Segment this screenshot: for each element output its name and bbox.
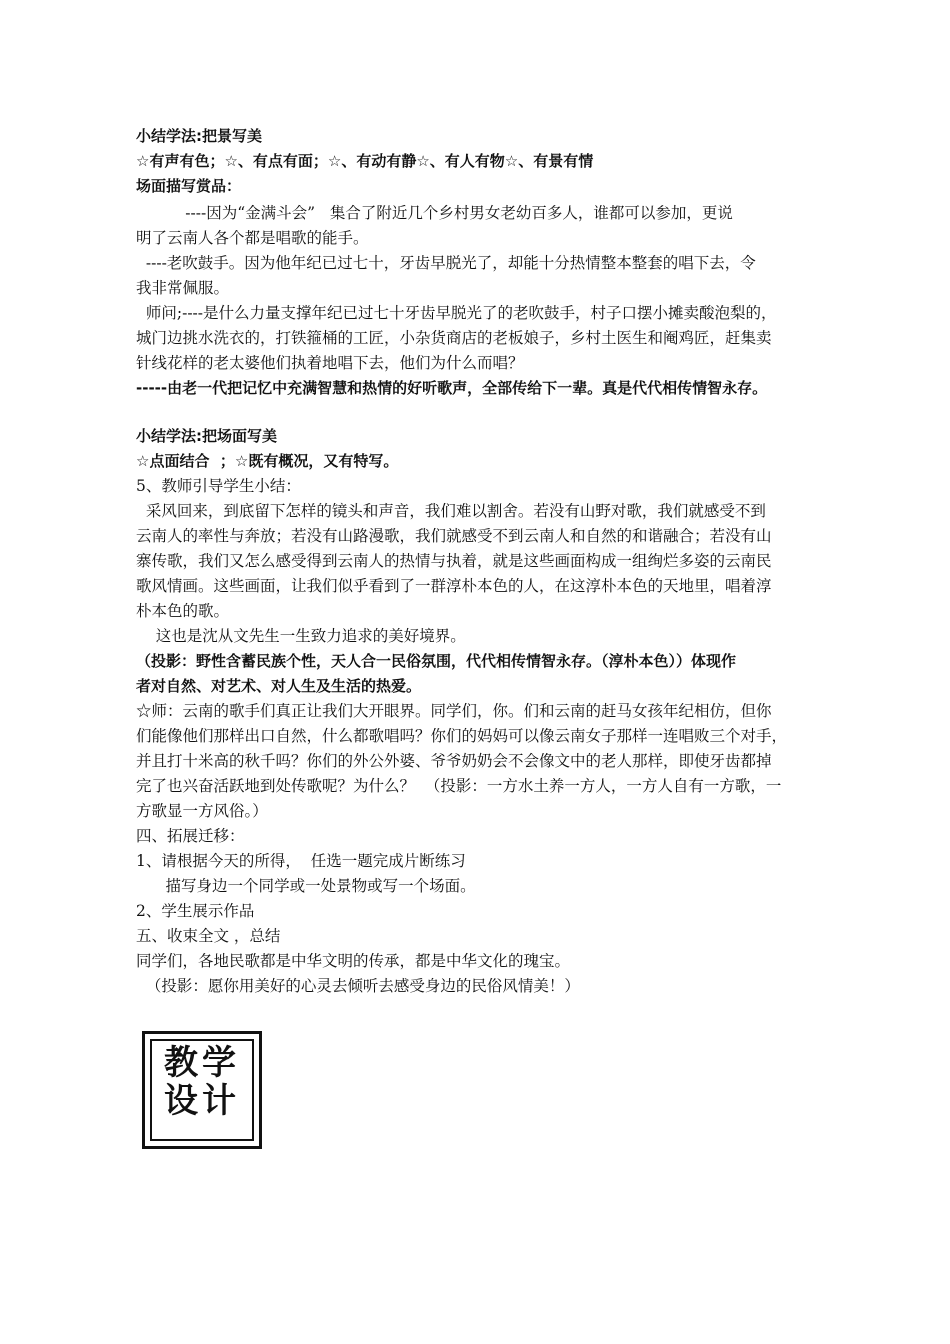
projection-line: 者对自然、对艺术、对人生及生活的热爱。	[136, 677, 422, 695]
paragraph-line: 师问;----是什么力量支撑年纪已过七十牙齿早脱光了的老吹鼓手，村子口摆小摊卖酸泡梨的，	[136, 304, 777, 322]
scene-points: ☆点面结合 ；☆既有概况，又有特写。	[136, 452, 399, 470]
summary-heading-scene: 小结学法:把场面写美	[136, 427, 277, 445]
paragraph-line: 寨传歌，我们又怎么感受得到云南人的热情与执着，就是这些画面构成一组绚烂多姿的云南民	[136, 552, 772, 570]
paragraph-line: 方歌显一方风俗。）	[136, 802, 268, 820]
paragraph-line: 们能像他们那样出口自然，什么都歌唱吗？你们的妈妈可以像云南女子那样一连唱败三个对手，	[136, 727, 788, 745]
paragraph-line: 采风回来，到底留下怎样的镜头和声音，我们难以割舍。若没有山野对歌，我们就感受不到	[136, 502, 766, 520]
paragraph-line: 云南人的率性与奔放；若没有山路漫歌，我们就感受不到云南人和自然的和谐融合；若没有山	[136, 527, 772, 545]
exercise-item-2: 2、学生展示作品	[136, 902, 255, 920]
section-4-heading: 四、拓展迁移：	[136, 827, 245, 845]
paragraph-line: ----老吹鼓手。因为他年纪已过七十，牙齿早脱光了，却能十分热情整本整套的唱下去，令	[136, 254, 756, 272]
paragraph-line: 同学们，各地民歌都是中华文明的传承，都是中华文化的瑰宝。	[136, 952, 571, 970]
section-5-heading: 5、教师引导学生小结：	[136, 477, 301, 495]
section-5-close-heading: 五、收束全文 ，总结	[136, 927, 281, 945]
paragraph-line: 这也是沈从文先生一生致力追求的美好境界。	[136, 627, 466, 645]
answer-line: -----由老一代把记忆中充满智慧和热情的好听歌声，全部传给下一辈。真是代代相传情智永存。	[136, 379, 768, 397]
paragraph-line: 我非常佩服。	[136, 279, 230, 297]
summary-heading-scenery: 小结学法:把景写美	[136, 127, 262, 145]
exercise-detail: 描写身边一个同学或一处景物或写一个场面。	[136, 877, 476, 895]
scenery-points: ☆有声有色；☆、有点有面；☆、有动有静☆、有人有物☆、有景有情	[136, 152, 594, 170]
paragraph-line: 针线花样的老太婆他们执着地唱下去，他们为什么而唱？	[136, 354, 524, 372]
paragraph-line: 城门边挑水洗衣的，打铁箍桶的工匠，小杂货商店的老板娘子，乡村土医生和阉鸡匠，赶集卖	[136, 329, 772, 347]
exercise-item-1: 1、请根据今天的所得， 任选一题完成片断练习	[136, 852, 466, 870]
paragraph-line: 明了云南人各个都是唱歌的能手。	[136, 229, 369, 247]
paragraph-line: 歌风情画。这些画面，让我们似乎看到了一群淳朴本色的人，在这淳朴本色的天地里，唱着淳	[136, 577, 772, 595]
paragraph-line: ----因为“金满斗会” 集合了附近几个乡村男女老幼百多人，谁都可以参加，更说	[136, 204, 733, 222]
closing-projection: （投影：愿你用美好的心灵去倾听去感受身边的民俗风情美！）	[136, 977, 580, 995]
paragraph-line: ☆师：云南的歌手们真正让我们大开眼界。同学们，你。们和云南的赶马女孩年纪相仿，但你	[136, 702, 772, 720]
paragraph-line: 并且打十米高的秋千吗？你们的外公外婆、爷爷奶奶会不会像文中的老人那样，即使牙齿都掉	[136, 752, 772, 770]
projection-line: （投影：野性含蓄民族个性，天人合一民俗氛围，代代相传情智永存。（淳朴本色））体现作	[136, 652, 737, 670]
teaching-design-stamp	[142, 1031, 262, 1149]
paragraph-line: 朴本色的歌。	[136, 602, 230, 620]
stamp-text: 教学 设计	[164, 1043, 240, 1121]
scene-appreciation-heading: 场面描写赏品：	[136, 177, 242, 195]
paragraph-line: 完了也兴奋活跃地到处传歌呢？为什么？ （投影：一方水土养一方人，一方人自有一方歌，一	[136, 777, 782, 795]
